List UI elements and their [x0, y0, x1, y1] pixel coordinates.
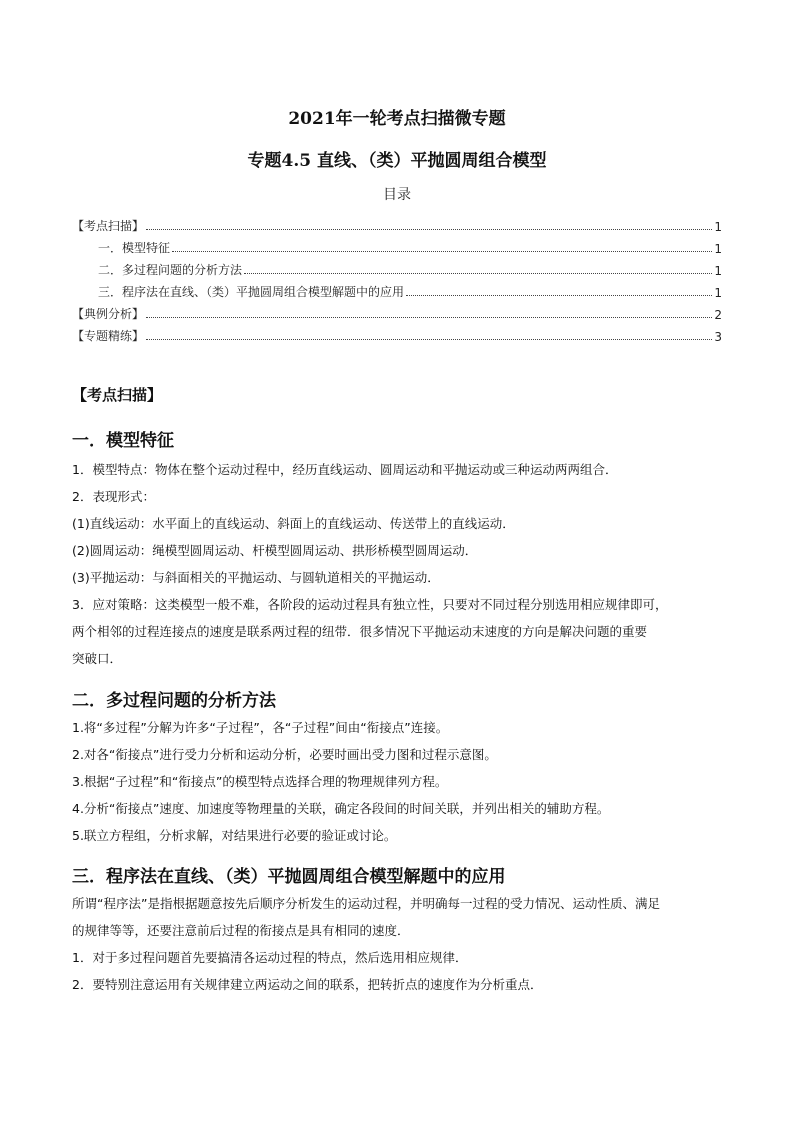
toc-entry-page: 1	[714, 264, 722, 278]
toc-leader-dots	[146, 317, 712, 318]
toc-entry-page: 1	[714, 286, 722, 300]
toc-entry-page: 2	[714, 308, 722, 322]
toc-entry-label: 二．多过程问题的分析方法	[98, 263, 243, 277]
paragraph-line: 突破口．	[72, 651, 123, 666]
paragraph-line: 1.将“多过程”分解为许多“子过程”，各“子过程”间由“衔接点”连接。	[72, 720, 449, 735]
toc-entry[interactable]	[72, 322, 722, 344]
section-heading: 一．模型特征	[72, 431, 174, 451]
paragraph-line: 4.分析“衔接点”速度、加速度等物理量的关联，确定各段间的时间关联，并列出相关的辅助方程。	[72, 801, 610, 816]
toc-entry-label: 【典例分析】	[72, 307, 145, 321]
toc-leader-dots	[146, 229, 712, 230]
toc-entry[interactable]	[72, 300, 722, 322]
toc-leader-dots	[244, 273, 712, 274]
toc-entry[interactable]	[72, 212, 722, 234]
toc-entry-label: 【考点扫描】	[72, 219, 145, 233]
paragraph-line: (3)平抛运动：与斜面相关的平抛运动、与圆轨道相关的平抛运动．	[72, 570, 440, 585]
paragraph-line: 2．要特别注意运用有关规律建立两运动之间的联系，把转折点的速度作为分析重点．	[72, 977, 543, 992]
paragraph-line: 的规律等等，还要注意前后过程的衔接点是具有相同的速度．	[72, 923, 410, 938]
paragraph-line: 所谓“程序法”是指根据题意按先后顺序分析发生的运动过程，并明确每一过程的受力情况、运动性质、满足	[72, 896, 660, 911]
toc-entry-label: 【专题精练】	[72, 329, 145, 343]
toc-entry[interactable]	[72, 256, 722, 278]
toc-entry-label: 三．程序法在直线、（类）平抛圆周组合模型解题中的应用	[98, 285, 405, 299]
toc-heading: 目录	[383, 187, 411, 203]
toc-entry-page: 3	[714, 330, 722, 344]
paragraph-line: 1．对于多过程问题首先要搞清各运动过程的特点，然后选用相应规律．	[72, 950, 468, 965]
section-heading: 二．多过程问题的分析方法	[72, 691, 276, 711]
document-title: 2021年一轮考点扫描微专题	[288, 109, 506, 129]
paragraph-line: 2.对各“衔接点”进行受力分析和运动分析，必要时画出受力图和过程示意图。	[72, 747, 497, 762]
toc-entry[interactable]	[72, 234, 722, 256]
toc-leader-dots	[172, 251, 712, 252]
paragraph-line: 5.联立方程组，分析求解，对结果进行必要的验证或讨论。	[72, 828, 397, 843]
scan-heading: 【考点扫描】	[72, 386, 163, 404]
paragraph-line: 2．表现形式：	[72, 489, 155, 504]
table-of-contents	[72, 212, 722, 344]
paragraph-line: 3．应对策略：这类模型一般不难，各阶段的运动过程具有独立性，只要对不同过程分别选用相应规律即可，	[72, 597, 668, 612]
toc-leader-dots	[146, 339, 712, 340]
paragraph-line: (1)直线运动：水平面上的直线运动、斜面上的直线运动、传送带上的直线运动．	[72, 516, 515, 531]
toc-entry[interactable]	[72, 278, 722, 300]
section-heading: 三．程序法在直线、（类）平抛圆周组合模型解题中的应用	[72, 867, 506, 887]
paragraph-line: 两个相邻的过程连接点的速度是联系两过程的纽带．很多情况下平抛运动末速度的方向是解决问题的重要	[72, 624, 648, 639]
paragraph-line: (2)圆周运动：绳模型圆周运动、杆模型圆周运动、拱形桥模型圆周运动．	[72, 543, 478, 558]
paragraph-line: 1．模型特点：物体在整个运动过程中，经历直线运动、圆周运动和平抛运动或三种运动两两组合．	[72, 462, 618, 477]
toc-leader-dots	[406, 295, 712, 296]
toc-entry-label: 一．模型特征	[98, 241, 171, 255]
toc-entry-page: 1	[714, 242, 722, 256]
paragraph-line: 3.根据“子过程”和“衔接点”的模型特点选择合理的物理规律列方程。	[72, 774, 448, 789]
document-subtitle: 专题4.5 直线、（类）平抛圆周组合模型	[247, 151, 547, 171]
toc-entry-page: 1	[714, 220, 722, 234]
